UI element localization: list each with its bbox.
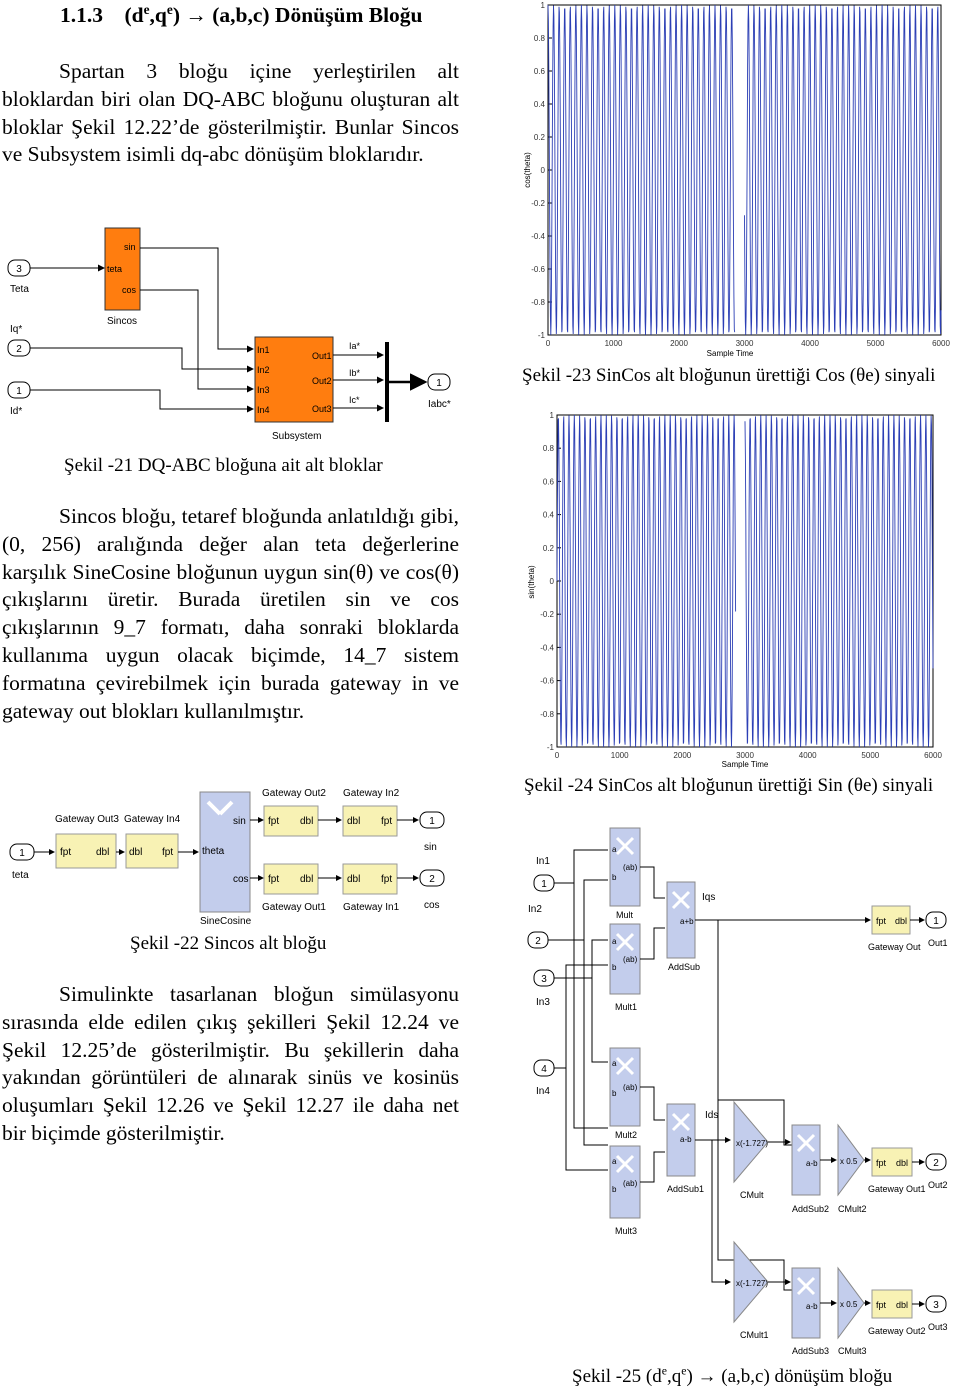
sinecosine-block[interactable] [200,792,252,927]
svg-text:1: 1 [933,916,939,927]
inport-in3[interactable] [534,970,554,1008]
svg-text:dbl: dbl [300,874,314,885]
svg-text:cos: cos [122,285,137,295]
figure-23-cos-plot [520,0,960,360]
y-tick-label: -0.2 [540,610,554,620]
figure-21-caption: Şekil -21 DQ-ABC bloğuna ait alt bloklar [64,455,383,476]
svg-text:Out2: Out2 [928,1180,948,1190]
svg-text:a: a [612,937,617,946]
cmult1-block[interactable] [734,1242,769,1340]
signal-ids: Ids [705,1110,719,1121]
x-tick-label: 5000 [861,751,880,760]
svg-text:Mult: Mult [616,910,634,920]
y-tick-label: 1 [540,1,545,10]
svg-text:Gateway In2: Gateway In2 [343,788,400,799]
figure-23-caption: Şekil -23 SinCos alt bloğunun ürettiği Cos (θe) sinyali [522,365,936,386]
x-tick-label: 5000 [866,339,885,348]
mult3-block[interactable] [610,1146,640,1236]
mux-block[interactable] [385,342,389,422]
gateway-out2[interactable] [262,788,326,836]
svg-text:Gateway Out2: Gateway Out2 [868,1326,926,1336]
inport-in2[interactable] [528,904,548,948]
svg-text:3: 3 [541,974,547,985]
y-tick-label: -0.6 [531,265,545,274]
figure-25-caption: Şekil -25 $(d^e,q^e) \to (a,b,c)$ dönüşüm bloğu [572,1364,893,1387]
svg-text:3: 3 [933,1300,939,1311]
svg-text:dbl: dbl [129,847,143,858]
svg-text:fpt: fpt [876,1158,887,1168]
y-tick-label: 0.4 [542,510,554,520]
svg-text:CMult1: CMult1 [740,1330,769,1340]
svg-text:AddSub: AddSub [668,962,701,972]
svg-text:teta: teta [12,870,29,881]
y-tick-label: 0.6 [533,67,545,76]
y-tick-label: -0.2 [531,199,545,208]
y-tick-label: 0.2 [542,543,554,553]
x-tick-label: 0 [554,751,560,760]
svg-text:Teta: Teta [10,284,29,295]
subsystem-block[interactable] [255,337,333,442]
svg-text:Id*: Id* [10,406,23,417]
mult1-block[interactable] [610,924,640,1012]
svg-text:a-b: a-b [806,1159,818,1168]
y-axis-label: sin(theta) [527,565,536,599]
svg-text:(ab): (ab) [623,863,638,872]
svg-text:Gateway In4: Gateway In4 [124,814,181,825]
svg-text:AddSub2: AddSub2 [792,1204,830,1214]
svg-text:fpt: fpt [268,816,280,827]
gateway-out2[interactable] [868,1290,926,1336]
svg-text:Out1: Out1 [928,938,948,948]
outport-out2[interactable] [926,1154,948,1190]
inport-in1[interactable] [534,856,554,891]
svg-text:Iabc*: Iabc* [428,399,451,410]
svg-text:Mult2: Mult2 [615,1130,638,1140]
svg-text:a-b: a-b [806,1302,818,1311]
svg-text:fpt: fpt [381,874,393,885]
gateway-out1[interactable] [868,1148,926,1194]
svg-text:In4: In4 [536,1086,550,1097]
svg-text:cos: cos [233,874,249,885]
addsub2-block[interactable] [792,1125,829,1214]
mult2-block[interactable] [610,1048,640,1140]
svg-text:fpt: fpt [876,916,887,926]
paragraph-1: Spartan 3 bloğu içine yerleştirilen alt bloklardan biri olan DQ-ABC bloğunu oluşturan alt bloklar Şekil 12.22’de gösterilmiştir. Bunlar Sincos ve Subsystem isimli dq-abc dönüşüm bloklarıdır. [2,59,459,167]
figure-25-caption-suffix: ) → (a,b,c) dönüşüm bloğu [686,1366,893,1387]
cmult2-block[interactable] [838,1125,867,1214]
svg-text:AddSub1: AddSub1 [667,1184,705,1194]
svg-text:Out2: Out2 [312,376,332,386]
figure-21-dq-abc-diagram [0,222,470,454]
inport-id[interactable] [8,382,30,417]
signal-iqs: Iqs [702,892,716,903]
x-axis-label: Sample Time [721,760,769,769]
y-tick-label: 0.2 [533,133,545,142]
sincos-block[interactable] [105,228,140,327]
y-tick-label: -0.6 [540,676,554,686]
svg-text:2: 2 [16,344,22,355]
addsub1-block[interactable] [667,1104,704,1194]
inport-teta[interactable] [8,260,30,295]
svg-text:sin: sin [124,242,136,252]
section-heading: 1.1.3 $(d^e,q^e) \to (a,b,c)$ Dönüşüm Bloğu [60,1,423,27]
x-tick-label: 3000 [736,751,754,760]
figure-24-sin-plot [520,410,960,772]
figure-22-caption: Şekil -22 Sincos alt bloğu [130,933,327,954]
x-axis-label: Sample Time [706,349,754,358]
x-tick-label: 6000 [924,751,942,760]
svg-text:a+b: a+b [680,917,694,926]
svg-text:In3: In3 [536,997,550,1008]
svg-text:b: b [612,963,617,972]
svg-text:a: a [612,1157,617,1166]
svg-text:sin: sin [424,842,437,853]
figure-25-dq-abc-diagram [522,820,958,1365]
y-tick-label: -1 [537,331,545,340]
svg-text:fpt: fpt [381,816,393,827]
svg-text:b: b [612,873,617,882]
inport-iq[interactable] [8,324,30,356]
svg-text:2: 2 [535,936,541,947]
gateway-in1[interactable] [343,864,400,913]
svg-text:fpt: fpt [876,1300,887,1310]
outport-out1[interactable] [926,912,948,948]
svg-text:2: 2 [933,1158,939,1169]
svg-text:dbl: dbl [896,1158,909,1168]
svg-text:Gateway Out3: Gateway Out3 [55,814,119,825]
svg-text:In4: In4 [257,405,270,415]
svg-text:2: 2 [429,874,435,885]
svg-text:fpt: fpt [268,874,280,885]
svg-text:x(-1.727): x(-1.727) [736,1279,769,1288]
x-tick-label: 0 [545,339,551,348]
svg-text:Gateway Out1: Gateway Out1 [262,902,326,913]
outport-cos[interactable] [420,870,444,911]
svg-text:Mult3: Mult3 [615,1226,638,1236]
svg-text:1: 1 [541,879,547,890]
signal-ic: Ic* [349,395,360,405]
addsub-block[interactable] [667,882,700,972]
svg-text:4: 4 [541,1064,547,1075]
svg-text:teta: teta [107,264,123,274]
svg-text:1: 1 [16,386,22,397]
svg-text:Out3: Out3 [928,1322,948,1332]
svg-text:x 0.5: x 0.5 [840,1300,858,1309]
cmult-block[interactable] [734,1102,768,1200]
y-tick-label: -0.8 [531,298,545,307]
svg-text:Gateway Out2: Gateway Out2 [262,788,326,799]
y-tick-label: -0.8 [540,709,554,719]
svg-text:dbl: dbl [96,847,110,858]
svg-text:Subsystem: Subsystem [272,431,322,442]
svg-text:3: 3 [16,264,22,275]
inport-teta-22[interactable] [10,844,34,881]
svg-text:1: 1 [19,848,25,859]
x-tick-label: 1000 [604,339,623,348]
figure-24-caption: Şekil -24 SinCos alt bloğunun ürettiği Sin (θe) sinyali [524,775,934,796]
svg-text:fpt: fpt [60,847,72,858]
x-tick-label: 2000 [673,751,692,760]
svg-text:CMult: CMult [740,1190,764,1200]
gateway-out1[interactable] [262,864,326,913]
figure-25-caption-prefix: Şekil -25 (d [572,1366,662,1387]
paragraph-3: Simulinkte tasarlanan bloğun simülasyonu sırasında elde edilen çıkış şekilleri Şekil 12.24 ve Şekil 12.25’de gösterilmiştir. Bu şekillerin daha yakından görüntüleri de alınarak sinüs ve kosinüs oluşumları Şekil 12.26 ve Şekil 12.27 ile daha net bir biçimde gösterilmiştir. [2,982,459,1145]
addsub3-block[interactable] [792,1268,829,1356]
svg-text:theta: theta [202,846,225,857]
figure-22-sincos-diagram [0,778,470,930]
svg-text:In1: In1 [536,856,550,867]
gateway-out[interactable] [868,906,921,952]
y-tick-label: -1 [546,743,554,752]
svg-text:In3: In3 [257,385,270,395]
svg-text:1: 1 [436,378,442,389]
svg-text:x 0.5: x 0.5 [840,1157,858,1166]
gateway-in4[interactable] [124,814,181,868]
x-tick-label: 3000 [735,339,754,348]
svg-text:Out1: Out1 [312,351,332,361]
svg-text:dbl: dbl [347,874,361,885]
svg-text:dbl: dbl [896,1300,909,1310]
outport-iabc[interactable] [428,374,451,410]
signal-ib: Ib* [349,368,361,378]
svg-text:fpt: fpt [162,847,174,858]
cmult3-block[interactable] [838,1268,867,1356]
y-tick-label: 0.8 [542,444,554,454]
svg-text:dbl: dbl [300,816,314,827]
signal-ia: Ia* [349,341,361,351]
x-tick-label: 4000 [798,751,817,760]
svg-text:b: b [612,1089,617,1098]
outport-out3[interactable] [926,1296,948,1332]
gateway-in2[interactable] [343,788,400,836]
svg-text:SineCosine: SineCosine [200,916,252,927]
svg-text:(ab): (ab) [623,1083,638,1092]
svg-text:(ab): (ab) [623,955,638,964]
svg-text:sin: sin [233,816,246,827]
x-tick-label: 4000 [801,339,819,348]
svg-text:dbl: dbl [895,916,908,926]
y-tick-label: 1 [549,411,554,420]
y-tick-label: 0 [549,577,554,586]
svg-text:Gateway Out: Gateway Out [868,942,921,952]
y-tick-label: -0.4 [531,232,545,241]
gateway-out3[interactable] [55,814,119,868]
svg-text:In2: In2 [528,904,542,915]
y-tick-label: -0.4 [540,643,554,653]
outport-sin[interactable] [420,812,444,853]
paragraph-2: Sincos bloğu, tetaref bloğunda anlatıldığı gibi, (0, 256) aralığında değer alan teta değerlerine karşılık SineCosine bloğunun uygun sin(θ) ve cos(θ) çıkışlarını üretir. Burada üretilen sin ve cos çıkışlarının 9_7 formatı, daha sonraki bloklarda kullanıma uygun olacak biçimde, 14_7 sistem formatına çevirebilmek için burada gateway in ve gateway out blokları kullanılmıştır. [2,504,459,723]
svg-text:Mult1: Mult1 [615,1002,638,1012]
y-axis-label: cos(theta) [523,152,532,188]
y-tick-label: 0 [540,166,545,175]
section-title: → (a,b,c) Dönüşüm Bloğu [185,3,423,27]
y-tick-label: 0.8 [533,34,545,43]
svg-text:Iq*: Iq* [10,324,23,335]
svg-text:a-b: a-b [680,1135,692,1144]
svg-text:1: 1 [429,816,435,827]
svg-text:Gateway In1: Gateway In1 [343,902,400,913]
svg-text:a: a [612,1059,617,1068]
x-tick-label: 1000 [610,751,629,760]
svg-text:b: b [612,1185,617,1194]
section-number: 1.1.3 [60,3,103,27]
svg-text:(ab): (ab) [623,1179,638,1188]
mult-block[interactable] [610,828,640,920]
svg-text:CMult3: CMult3 [838,1346,867,1356]
svg-text:a: a [612,845,617,854]
x-tick-label: 2000 [670,339,688,348]
svg-text:Sincos: Sincos [107,316,138,327]
inport-in4[interactable] [534,1060,554,1097]
svg-text:In2: In2 [257,365,270,375]
svg-text:x(-1.727): x(-1.727) [736,1139,769,1148]
x-tick-label: 6000 [932,339,950,348]
y-tick-label: 0.4 [533,100,545,109]
svg-text:Out3: Out3 [312,404,332,414]
svg-text:In1: In1 [257,345,270,355]
svg-text:dbl: dbl [347,816,361,827]
svg-text:cos: cos [424,900,440,911]
svg-text:CMult2: CMult2 [838,1204,867,1214]
svg-text:AddSub3: AddSub3 [792,1346,830,1356]
y-tick-label: 0.6 [542,477,554,487]
svg-text:Gateway Out1: Gateway Out1 [868,1184,926,1194]
